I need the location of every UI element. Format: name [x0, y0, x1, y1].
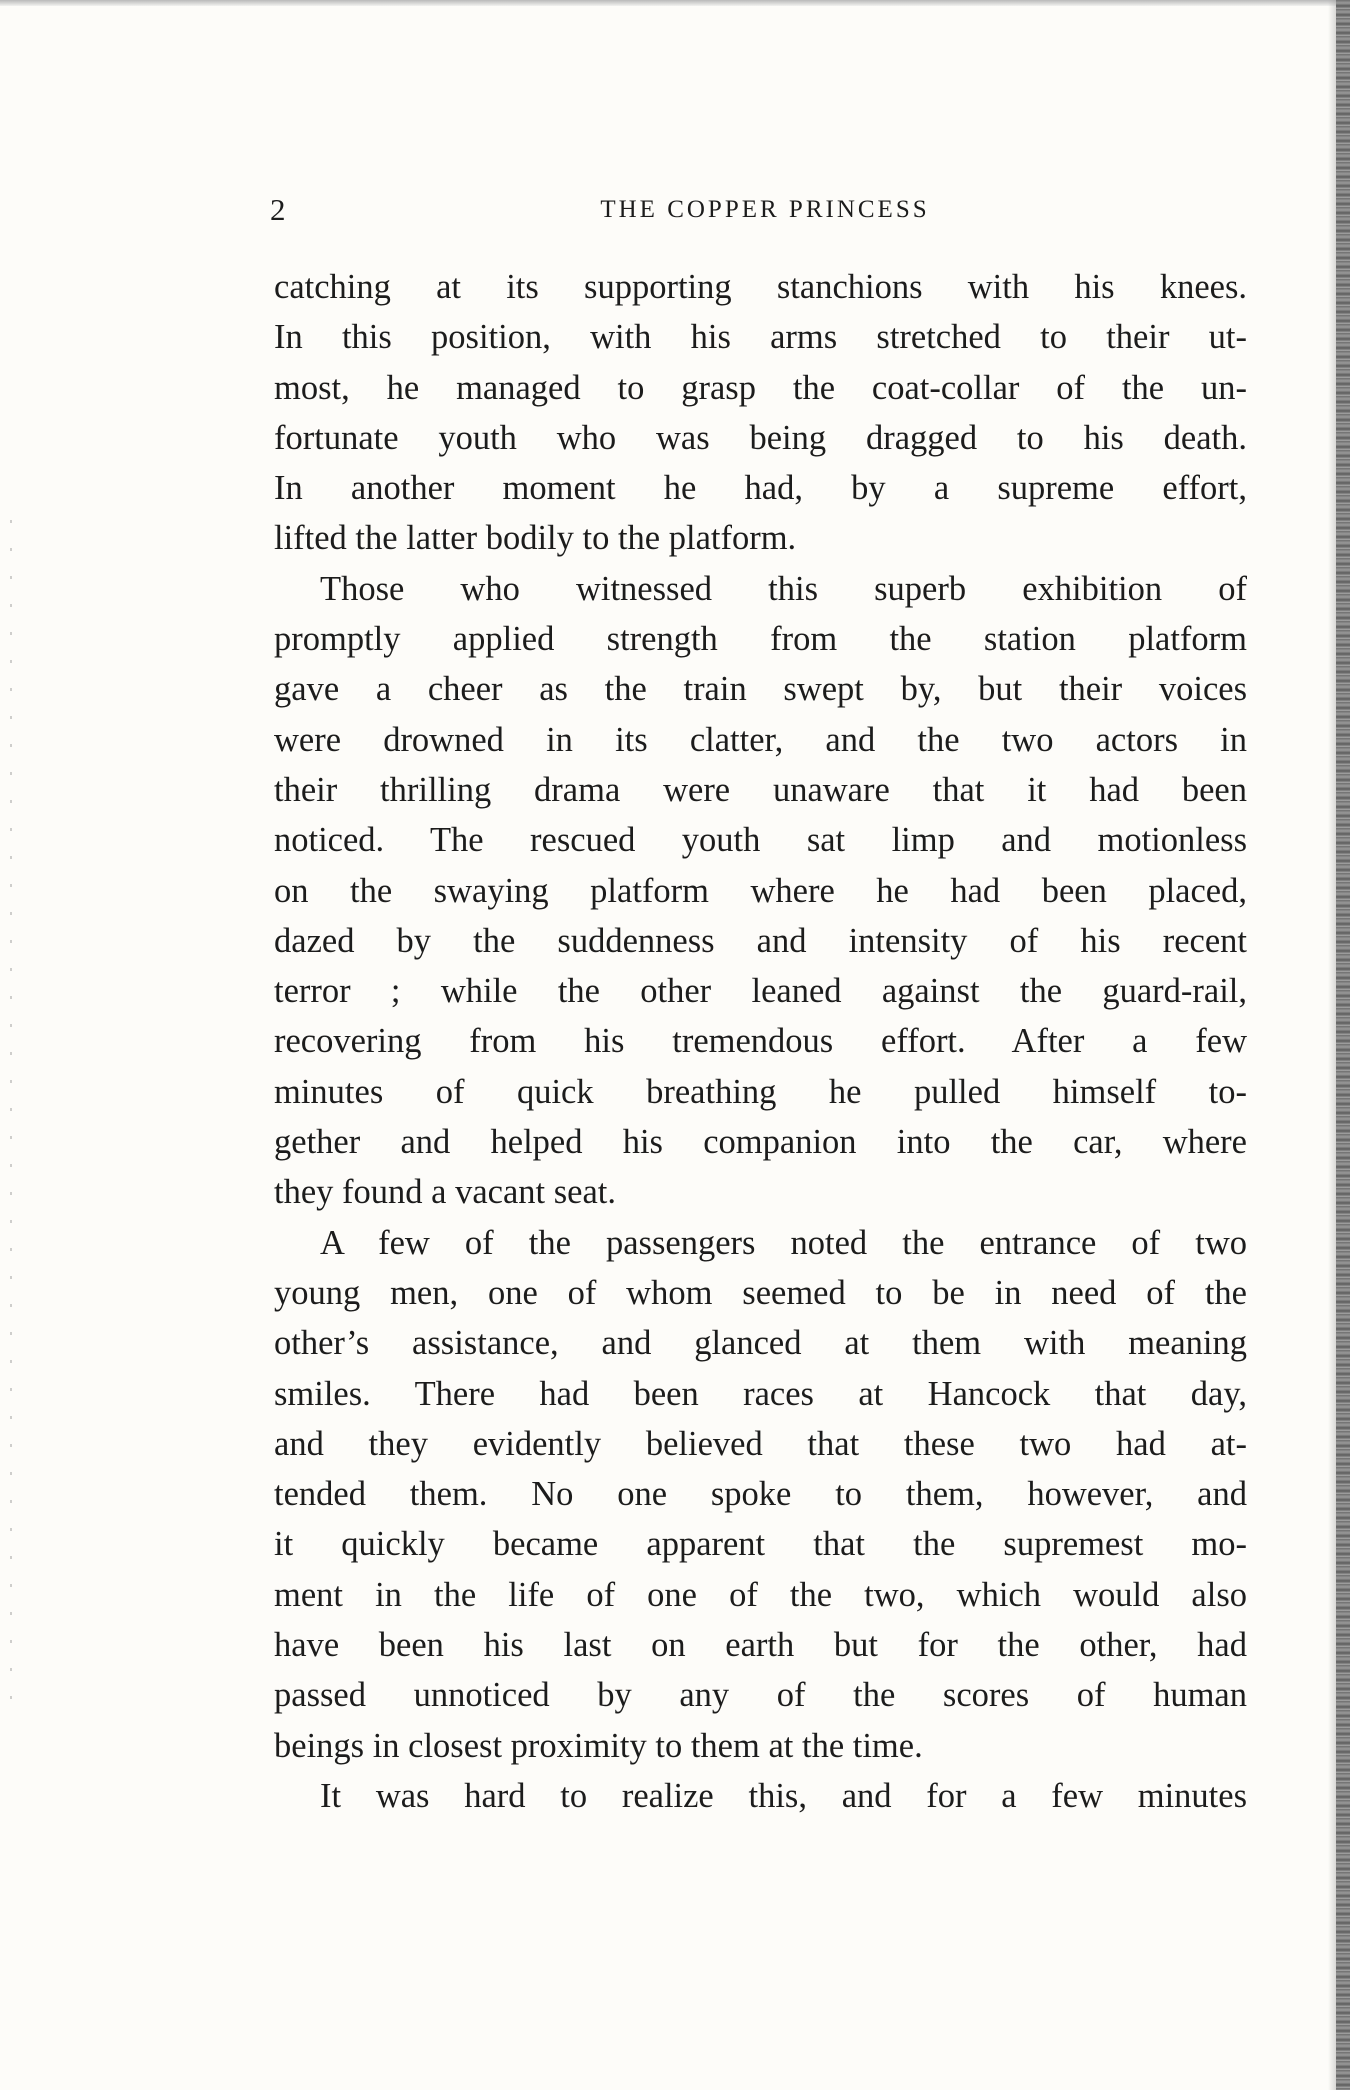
text-line: noticed. The rescued youth sat limp and motionless [274, 821, 1247, 860]
text-line: dazed by the suddenness and intensity of his recent [274, 921, 1247, 960]
text-line: ment in the life of one of the two, which would also [274, 1575, 1247, 1614]
running-head [270, 192, 1260, 232]
text-line: they found a vacant seat. [274, 1173, 616, 1212]
text-line: In this position, with his arms stretched to their ut- [274, 318, 1247, 357]
text-line: fortunate youth who was being dragged to his death. [274, 418, 1247, 457]
text-line: gave a cheer as the train swept by, but their voices [274, 670, 1247, 709]
text-line: it quickly became apparent that the supremest mo- [274, 1525, 1247, 1564]
text-line: on the swaying platform where he had been placed, [274, 871, 1247, 910]
text-line: beings in closest proximity to them at the time. [274, 1726, 923, 1765]
text-line: and they evidently believed that these two had at- [274, 1424, 1247, 1463]
text-line: passed unnoticed by any of the scores of human [274, 1676, 1247, 1715]
page-top-edge [0, 0, 1350, 6]
text-line: promptly applied strength from the station platform [274, 620, 1247, 659]
binding-shadow [1328, 0, 1336, 2090]
text-line: young men, one of whom seemed to be in need of the [274, 1273, 1247, 1312]
page-binding-edge [1336, 0, 1350, 2090]
text-line: their thrilling drama were unaware that it had been [274, 770, 1247, 809]
text-line: were drowned in its clatter, and the two actors in [274, 720, 1247, 759]
running-title: THE COPPER PRINCESS [600, 196, 930, 223]
text-line: tended them. No one spoke to them, however, and [274, 1475, 1247, 1514]
text-line: terror ; while the other leaned against the guard-rail, [274, 972, 1247, 1011]
text-line: gether and helped his companion into the car, where [274, 1123, 1247, 1162]
text-line: have been his last on earth but for the other, had [274, 1626, 1247, 1665]
page-number: 2 [270, 192, 287, 227]
text-line: recovering from his tremendous effort. After a few [274, 1022, 1247, 1061]
paragraph-start-line: It was hard to realize this, and for a few minutes [320, 1776, 1247, 1815]
text-line: In another moment he had, by a supreme effort, [274, 469, 1247, 508]
paragraph-start-line: Those who witnessed this superb exhibition of [320, 569, 1247, 608]
margin-scan-marks [10, 520, 12, 1720]
body-text [274, 262, 1247, 1821]
text-line: other’s assistance, and glanced at them with meaning [274, 1324, 1247, 1363]
text-line: catching at its supporting stanchions with his knees. [274, 268, 1247, 306]
text-line: most, he managed to grasp the coat-collar of the un- [274, 368, 1247, 407]
paragraph-start-line: A few of the passengers noted the entrance of two [320, 1223, 1247, 1262]
text-line: lifted the latter bodily to the platform. [274, 519, 797, 558]
text-line: minutes of quick breathing he pulled himself to- [274, 1072, 1247, 1111]
text-line: smiles. There had been races at Hancock that day, [274, 1374, 1247, 1413]
